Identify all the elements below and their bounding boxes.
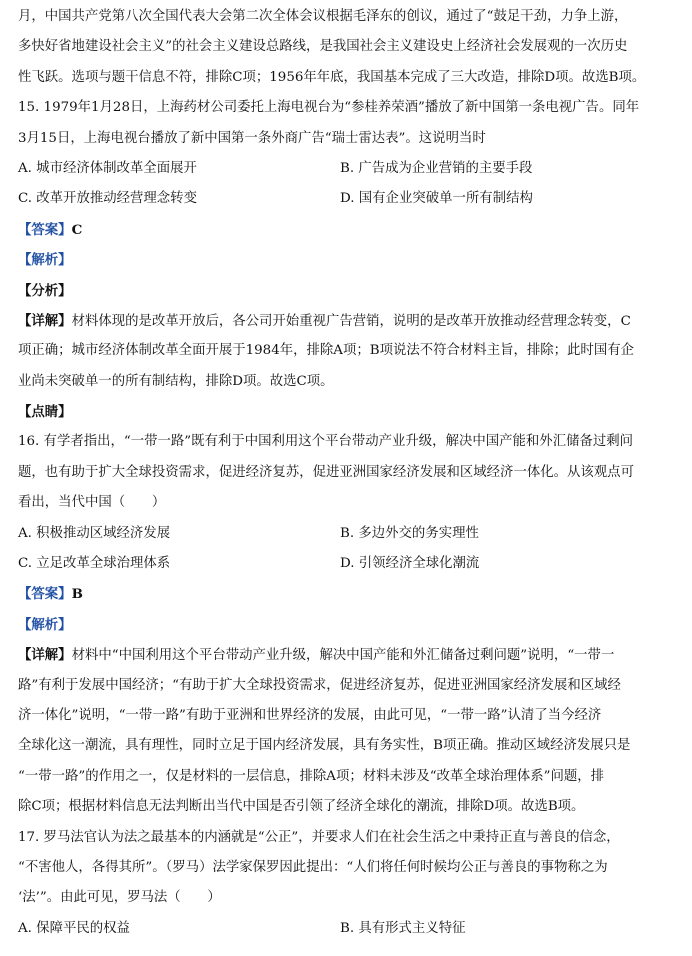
detail-line [18,306,684,336]
option-c: C. 立足改革全球治理体系 [18,556,171,572]
dianjing-tag: 【点睛】 [18,404,72,421]
answer-value: C [71,221,83,238]
options-row [18,549,684,579]
analysis-line [18,610,684,640]
dianjing-line [18,397,684,427]
option-b: B. 广告成为企业营销的主要手段 [340,160,533,176]
option-d: D. 国有企业突破单一所有制结构 [340,191,533,207]
detail-text: 材料体现的是改革开放后，各公司开始重视广告营销，说明的是改革开放推动经营理念转变，C [71,313,631,329]
question-stem-line: 16. 有学者指出，“一带一路”既有利于中国利用这个平台带动产业升级，解决中国产能和外汇储备过剩问 [18,434,634,450]
option-c: C. 改革开放推动经营理念转变 [18,191,197,207]
previous-explanation-tail [18,2,684,93]
question-stem-line: 3月15日，上海电视台播放了新中国第一条外商广告“瑞士雷达表”。这说明当时 [18,130,486,146]
answer-line [18,215,684,245]
fenxi-tag: 【分析】 [18,282,72,299]
text-line: 多快好省地建设社会主义”的社会主义建设总路线，是我国社会主义建设史上经济社会发展观的一次历史 [18,39,628,55]
question-stem-line: 看出，当代中国（ ） [18,495,166,511]
options-row [18,519,684,549]
question-stem-line: 17. 罗马法官认为法之最基本的内涵就是“公正”，并要求人们在社会生活之中秉持正直与善良的信念， [18,829,620,845]
detail-line [18,640,684,670]
option-a: A. 城市经济体制改革全面展开 [18,160,197,176]
detail-line: 除C项；根据材料信息无法判断出当代中国是否引领了经济全球化的潮流，排除D项。故选B项。 [18,799,585,815]
answer-value: B [71,586,83,603]
text-line: 性飞跃。选项与题干信息不符，排除C项；1956年年底，我国基本完成了三大改造，排除D项。故选B项。 [18,69,646,85]
fenxi-line [18,276,684,306]
detail-line: 项正确；城市经济体制改革全面开展于1984年，排除A项；B项说法不符合材料主旨，排除；此时国有企 [18,343,634,359]
options-row [18,914,684,944]
answer-tag: 【答案】 [18,586,72,603]
question-16 [18,427,684,822]
option-b: B. 具有形式主义特征 [340,920,466,936]
question-stem-line: 题，也有助于扩大全球投资需求，促进经济复苏，促进亚洲国家经济发展和区域经济一体化。从该观点可 [18,464,634,480]
detail-tag: 【详解】 [18,312,72,329]
question-stem-line: 15. 1979年1月28日，上海药材公司委托上海电视台为“参桂养荣酒”播放了新中国第一条电视广告。同年 [18,100,640,116]
answer-tag: 【答案】 [18,221,72,238]
option-b: B. 多边外交的务实理性 [340,525,479,541]
option-a: A. 保障平民的权益 [18,920,130,936]
question-15 [18,93,684,427]
detail-line: 济一体化”说明，“一带一路”有助于亚洲和世界经济的发展，由此可见，“一带一路”认清了当今经济 [18,707,602,723]
option-d: D. 引领经济全球化潮流 [340,556,480,572]
option-a: A. 积极推动区域经济发展 [18,525,171,541]
analysis-tag: 【解析】 [18,616,72,633]
question-stem-line: ‘法’”。由此可见，罗马法（ ） [18,890,221,906]
analysis-line [18,245,684,275]
question-17 [18,823,684,945]
detail-line: 路”有利于发展中国经济；“有助于扩大全球投资需求，促进经济复苏，促进亚洲国家经济发展和区域经 [18,677,621,693]
answer-line [18,579,684,609]
question-stem-line: “不害他人，各得其所”。（罗马）法学家保罗因此提出：“人们将任何时候均公正与善良的事物称之为 [18,859,608,875]
text-line: 月，中国共产党第八次全国代表大会第二次全体会议根据毛泽东的创议，通过了“鼓足干劲，力争上游， [18,9,628,24]
analysis-tag: 【解析】 [18,252,72,269]
options-row [18,154,684,184]
detail-line: 业尚未突破单一的所有制结构，排除D项。故选C项。 [18,373,334,389]
detail-text: 材料中“中国利用这个平台带动产业升级，解决中国产能和外汇储备过剩问题”说明，“一带一 [71,648,615,664]
options-row [18,184,684,214]
detail-line: 全球化这一潮流，具有理性，同时立足于国内经济发展，具有务实性，B项正确。推动区域经济发展只是 [18,738,631,754]
detail-line: “一带一路”的作用之一，仅是材料的一层信息，排除A项；材料未涉及“改革全球治理体系”问题，排 [18,768,605,784]
detail-tag: 【详解】 [18,647,72,664]
